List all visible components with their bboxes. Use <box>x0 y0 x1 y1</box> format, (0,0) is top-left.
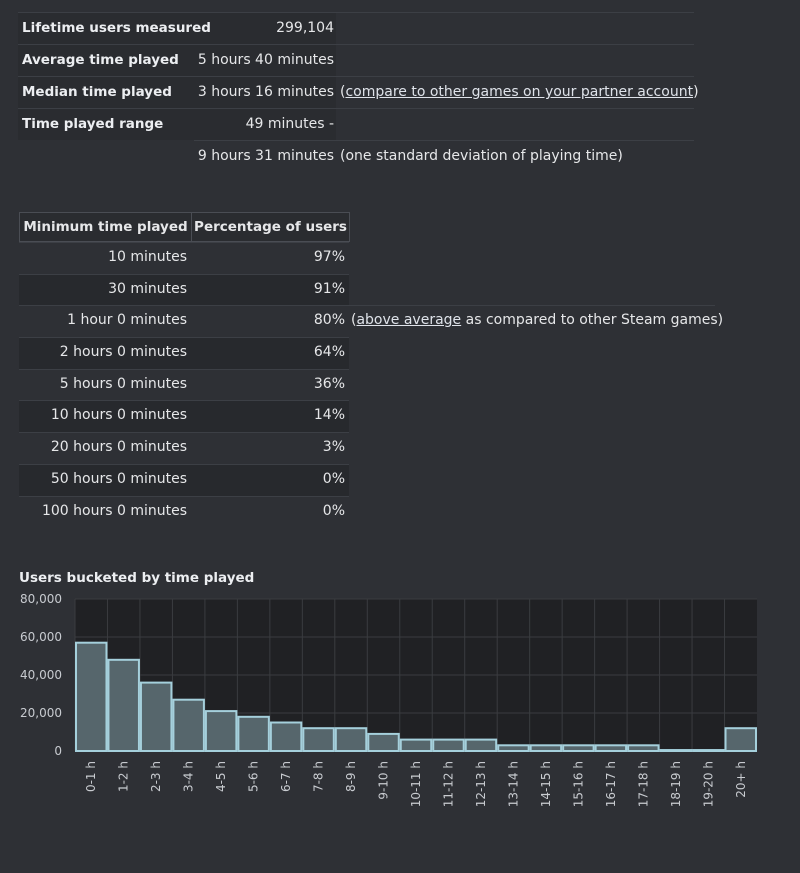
percentage-cell: 0% <box>322 470 345 487</box>
percentage-cell: 80% <box>313 312 345 329</box>
x-tick-label: 19-20 h <box>701 761 716 808</box>
bar <box>628 745 658 751</box>
x-tick-label: 1-2 h <box>116 761 131 793</box>
comparison-note: (above average as compared to other Steam games) <box>351 312 724 329</box>
stats-value: 9 hours 31 minutes <box>197 148 334 164</box>
stats-label: Time played range <box>22 116 164 132</box>
playtime-stats-table <box>18 12 699 172</box>
table-row <box>19 369 715 401</box>
bar <box>433 740 463 751</box>
bar <box>108 660 138 751</box>
percentage-cell: 0% <box>322 502 345 519</box>
bar <box>368 734 398 751</box>
x-tick-label: 17-18 h <box>636 761 651 808</box>
stats-label: Average time played <box>22 52 179 68</box>
bar <box>531 745 561 751</box>
min-time-cell: 50 hours 0 minutes <box>50 470 187 487</box>
x-tick-label: 8-9 h <box>344 761 359 793</box>
stats-row-range <box>18 108 694 140</box>
y-tick-label: 40,000 <box>20 668 62 682</box>
bar <box>466 740 496 751</box>
y-tick-label: 20,000 <box>20 706 62 720</box>
x-tick-label: 6-7 h <box>279 761 294 793</box>
x-tick-label: 7-8 h <box>311 761 326 793</box>
bar <box>76 643 106 751</box>
y-tick-label: 0 <box>54 744 62 758</box>
stats-label: Lifetime users measured <box>22 20 211 36</box>
bar <box>173 700 203 751</box>
x-tick-label: 15-16 h <box>571 761 586 808</box>
percentage-cell: 91% <box>313 280 345 297</box>
x-tick-label: 4-5 h <box>214 761 229 793</box>
bar <box>141 683 171 751</box>
y-axis <box>20 592 62 758</box>
table-row <box>19 305 724 337</box>
table-row <box>19 400 715 432</box>
x-tick-label: 0-1 h <box>84 761 99 793</box>
column-header: Minimum time played <box>19 212 192 242</box>
stats-value: 3 hours 16 minutes <box>197 84 334 100</box>
stats-row-median-time <box>18 76 699 108</box>
bar <box>498 745 528 751</box>
stats-row-range-upper <box>18 140 694 172</box>
x-axis <box>84 761 748 807</box>
x-tick-label: 12-13 h <box>473 761 488 808</box>
bar <box>336 728 366 751</box>
x-tick-label: 10-11 h <box>409 761 423 808</box>
table-row <box>19 464 715 496</box>
x-tick-label: 5-6 h <box>246 761 261 793</box>
bar <box>271 723 301 752</box>
x-tick-label: 18-19 h <box>668 761 683 808</box>
bar <box>238 717 268 751</box>
x-tick-label: 20+ h <box>733 761 748 798</box>
table-row <box>19 432 715 464</box>
minimum-time-table <box>19 212 724 527</box>
y-tick-label: 60,000 <box>20 630 62 644</box>
bar <box>563 745 593 751</box>
bar <box>726 728 756 751</box>
x-tick-label: 13-14 h <box>506 761 521 808</box>
min-time-cell: 2 hours 0 minutes <box>59 344 187 361</box>
x-tick-label: 2-3 h <box>149 761 164 793</box>
bar <box>693 750 723 751</box>
x-tick-label: 3-4 h <box>181 761 196 793</box>
percentage-cell: 36% <box>313 375 345 392</box>
percentage-cell: 3% <box>322 439 345 456</box>
min-time-cell: 10 hours 0 minutes <box>50 407 187 424</box>
min-time-cell: 30 minutes <box>108 280 187 297</box>
min-time-cell: 10 minutes <box>108 249 187 265</box>
min-time-cell: 20 hours 0 minutes <box>50 439 187 456</box>
stats-row-average-time <box>18 44 694 76</box>
bar <box>661 750 691 751</box>
x-tick-label: 14-15 h <box>538 761 553 808</box>
table-row <box>19 337 715 369</box>
bar <box>596 745 626 751</box>
x-tick-label: 9-10 h <box>376 761 391 800</box>
playtime-histogram-chart <box>0 588 800 868</box>
bar <box>401 740 431 751</box>
x-tick-label: 16-17 h <box>603 761 618 808</box>
x-tick-label: 11-12 h <box>441 761 456 808</box>
table-row <box>19 274 715 306</box>
chart-title: Users bucketed by time played <box>19 570 255 586</box>
stats-row-lifetime-users <box>18 12 694 44</box>
above-average-link[interactable]: above average <box>356 312 462 329</box>
stats-note: (compare to other games on your partner account) <box>340 84 699 100</box>
table-row <box>19 496 715 528</box>
stats-value: 5 hours 40 minutes <box>197 52 334 68</box>
stats-value: 299,104 <box>276 20 334 36</box>
stats-note: (one standard deviation of playing time) <box>340 148 623 164</box>
bar <box>303 728 333 751</box>
y-tick-label: 80,000 <box>20 592 62 606</box>
min-time-cell: 100 hours 0 minutes <box>41 502 187 519</box>
table-row <box>19 242 715 274</box>
stats-value: 49 minutes - <box>245 116 334 132</box>
percentage-cell: 97% <box>313 249 345 265</box>
bar <box>206 711 236 751</box>
compare-games-link[interactable]: compare to other games on your partner account <box>345 84 694 100</box>
column-header: Percentage of users <box>191 212 350 242</box>
stats-label: Median time played <box>22 84 172 100</box>
percentage-cell: 14% <box>313 407 345 424</box>
min-time-cell: 1 hour 0 minutes <box>67 312 187 329</box>
min-time-cell: 5 hours 0 minutes <box>59 375 187 392</box>
table-header <box>19 212 715 242</box>
percentage-cell: 64% <box>313 344 345 361</box>
